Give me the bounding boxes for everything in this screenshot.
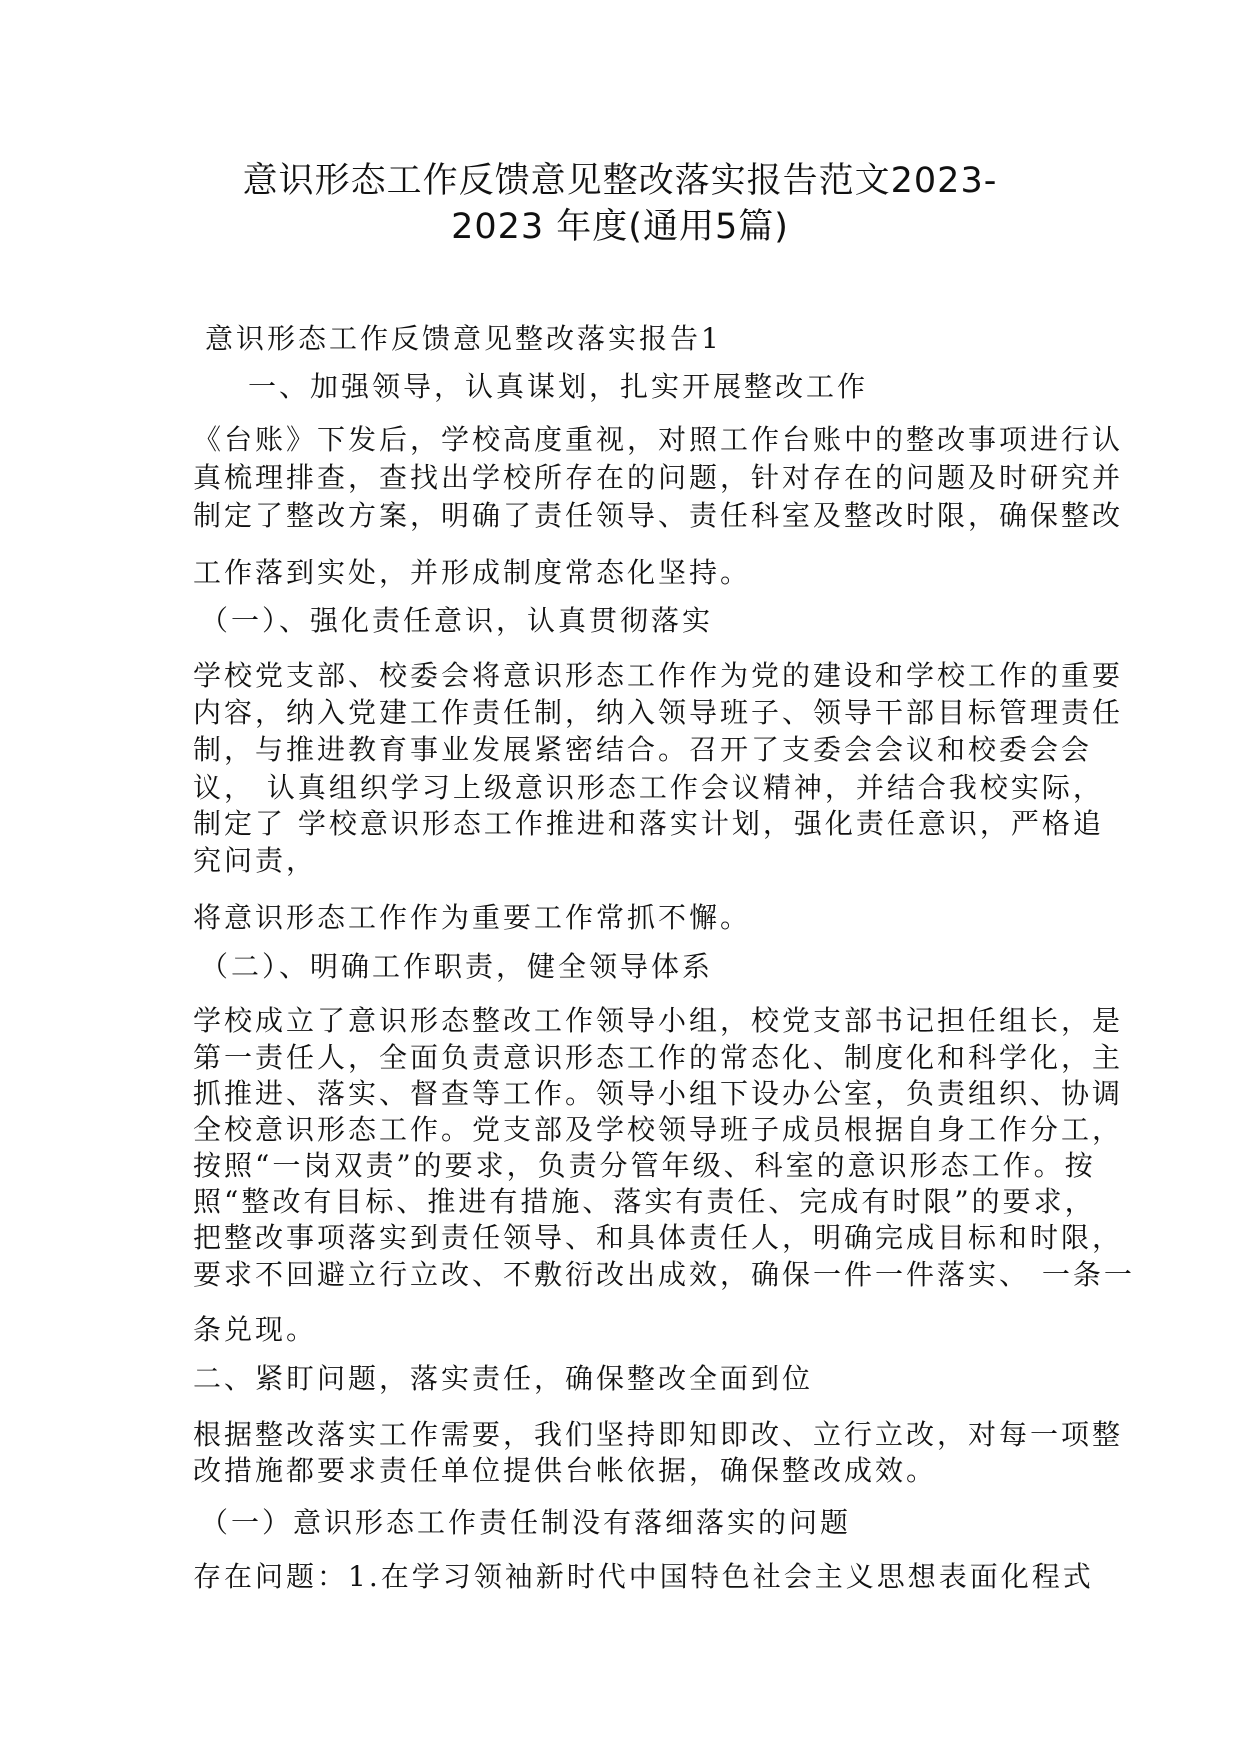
paragraph-line: 改措施都要求责任单位提供台帐依据，确保整改成效。 [193, 1454, 938, 1487]
paragraph-line: 条兑现。 [193, 1313, 318, 1346]
paragraph-line: 制定了 学校意识形态工作推进和落实计划，强化责任意识，严格追 [193, 807, 1104, 840]
paragraph-line: 存在问题：1.在学习领袖新时代中国特色社会主义思想表面化程式 [193, 1560, 1094, 1593]
title-line-2: 2023 年度(通用5篇) [451, 207, 789, 247]
paragraph-line: 工作落到实处，并形成制度常态化坚持。 [193, 556, 752, 589]
heading-level-2: （一）意识形态工作责任制没有落细落实的问题 [200, 1506, 852, 1539]
heading-level-1: 一、加强领导，认真谋划，扎实开展整改工作 [248, 370, 869, 403]
heading-level-2: （一）、强化责任意识，认真贯彻落实 [200, 604, 714, 637]
paragraph-line: 照“整改有目标、推进有措施、落实有责任、完成有时限”的要求， [193, 1185, 1096, 1218]
paragraph-line: 议， 认真组织学习上级意识形态工作会议精神，并结合我校实际， [193, 771, 1104, 804]
paragraph-line: 按照“一岗双责”的要求，负责分管年级、科室的意识形态工作。按 [193, 1149, 1096, 1182]
paragraph-line: 制，与推进教育事业发展紧密结合。召开了支委会会议和校委会会 [193, 733, 1093, 766]
paragraph-line: 抓推进、落实、督查等工作。领导小组下设办公室，负责组织、协调 [193, 1077, 1124, 1110]
document-title [150, 158, 1090, 250]
section-heading: 意识形态工作反馈意见整改落实报告1 [205, 322, 722, 355]
paragraph-line: 《台账》下发后，学校高度重视，对照工作台账中的整改事项进行认 [193, 423, 1124, 456]
heading-level-1: 二、紧盯问题，落实责任，确保整改全面到位 [193, 1362, 814, 1395]
paragraph-line: 制定了整改方案，明确了责任领导、责任科室及整改时限，确保整改 [193, 499, 1124, 532]
paragraph-line: 究问责， [193, 844, 318, 877]
title-line-1: 意识形态工作反馈意见整改落实报告范文2023- [242, 161, 998, 201]
paragraph-line: 第一责任人，全面负责意识形态工作的常态化、制度化和科学化，主 [193, 1041, 1124, 1074]
paragraph-line: 学校成立了意识形态整改工作领导小组，校党支部书记担任组长，是 [193, 1004, 1124, 1037]
paragraph-line: 真梳理排查，查找出学校所存在的问题，针对存在的问题及时研究并 [193, 461, 1124, 494]
paragraph-line: 全校意识形态工作。党支部及学校领导班子成员根据自身工作分工， [193, 1113, 1124, 1146]
paragraph-line: 学校党支部、校委会将意识形态工作作为党的建设和学校工作的重要 [193, 659, 1124, 692]
heading-level-2: （二）、明确工作职责，健全领导体系 [200, 950, 714, 983]
paragraph-line: 内容，纳入党建工作责任制，纳入领导班子、领导干部目标管理责任 [193, 696, 1124, 729]
paragraph-line: 把整改事项落实到责任领导、和具体责任人，明确完成目标和时限， [193, 1221, 1124, 1254]
paragraph-line: 要求不回避立行立改、不敷衍改出成效，确保一件一件落实、 一条一 [193, 1258, 1135, 1291]
paragraph-line: 根据整改落实工作需要，我们坚持即知即改、立行立改，对每一项整 [193, 1418, 1124, 1451]
paragraph-line: 将意识形态工作作为重要工作常抓不懈。 [193, 901, 752, 934]
